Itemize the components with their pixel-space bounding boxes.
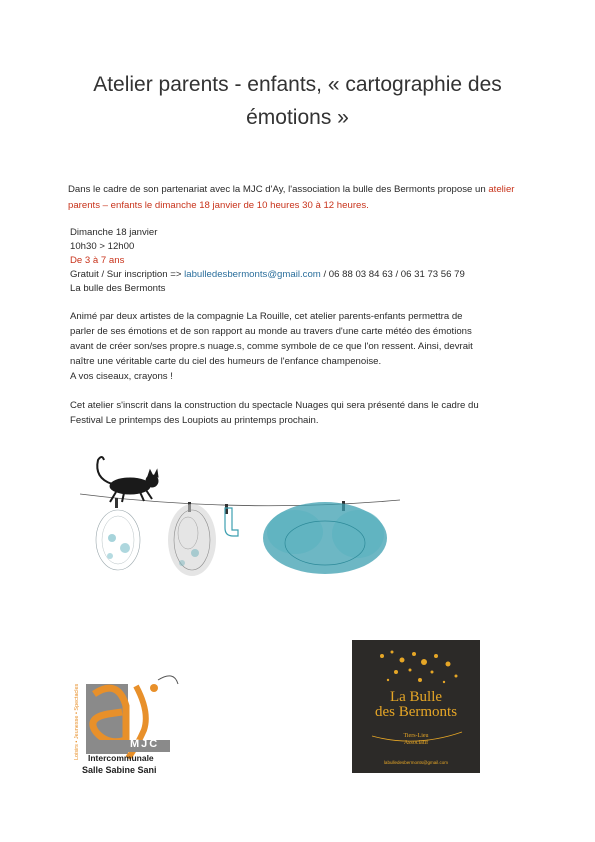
phone-numbers: / 06 88 03 84 63 / 06 31 73 56 79 <box>323 269 465 280</box>
bulle-name-line-2: des Bermonts <box>374 704 458 720</box>
description-line: naître une véritable carte du ciel des humeurs de l'enfance champenoise. <box>70 356 382 367</box>
event-registration <box>70 268 465 282</box>
title-line-1: Atelier parents - enfants, « cartographie des <box>93 73 502 96</box>
description-line: parler de ses émotions et de son rapport au monde au travers d'une carte météo des émotions <box>70 326 472 337</box>
intro-highlight: atelier parents – enfants le dimanche 18 janvier de 10 heures 30 à 12 heures. <box>68 184 515 211</box>
clothesline-illustration <box>80 448 400 593</box>
clothes-peg <box>115 498 118 508</box>
mjc-logo <box>74 666 186 783</box>
event-details <box>70 226 465 296</box>
clothesline <box>80 494 400 506</box>
bulle-name <box>352 690 480 720</box>
bulle-subtitle <box>352 733 480 747</box>
cloud-grey <box>168 504 216 576</box>
intro-paragraph <box>68 182 536 214</box>
bulle-name-line-1: La Bulle <box>389 689 443 705</box>
description-line: A vos ciseaux, crayons ! <box>70 371 173 382</box>
cloud-teal-light <box>96 510 140 570</box>
bulle-email: labulledesbermonts@gmail.com <box>383 760 449 765</box>
description-line: Cet atelier s'inscrit dans la construction du spectacle Nuages qui sera présenté dans le cadre du <box>70 400 479 411</box>
event-place: La bulle des Bermonts <box>70 283 166 294</box>
event-age: De 3 à 7 ans <box>70 255 125 266</box>
description-paragraph-2 <box>70 398 532 428</box>
email-link[interactable]: labulledesbermonts@gmail.com <box>184 269 321 280</box>
description-line: Festival Le printemps des Loupiots au printemps prochain. <box>70 415 319 426</box>
bulle-sub-2: Associatif <box>403 740 429 746</box>
bulle-logo <box>352 640 480 773</box>
mjc-vertical-tagline: Loisirs • Jeunesse • Spectacles <box>74 683 80 760</box>
page-title <box>60 68 535 134</box>
mjc-intercommunale: Intercommunale <box>88 753 154 763</box>
registration-prefix: Gratuit / Sur inscription => <box>70 269 182 280</box>
description-line: Animé par deux artistes de la compagnie La Rouille, cet atelier parents-enfants permettra de <box>70 311 463 322</box>
description-line: avant de créer son/ses propre.s nuage.s, comme symbole de ce que l'on ressent. Ainsi, devrait <box>70 341 473 352</box>
mjc-label: MJC <box>130 738 160 750</box>
mjc-salle: Salle Sabine Sani <box>82 765 157 775</box>
bulle-sub-1: Tiers-Lieu <box>403 733 429 739</box>
event-date: Dimanche 18 janvier <box>70 227 158 238</box>
cloud-teal-big <box>263 502 387 574</box>
cat-icon <box>97 457 158 502</box>
title-line-2: émotions » <box>246 106 349 129</box>
description-paragraph <box>70 309 532 384</box>
intro-text: Dans le cadre de son partenariat avec la MJC d'Ay, l'association la bulle des Bermonts propose un <box>68 184 486 195</box>
event-time: 10h30 > 12h00 <box>70 241 135 252</box>
